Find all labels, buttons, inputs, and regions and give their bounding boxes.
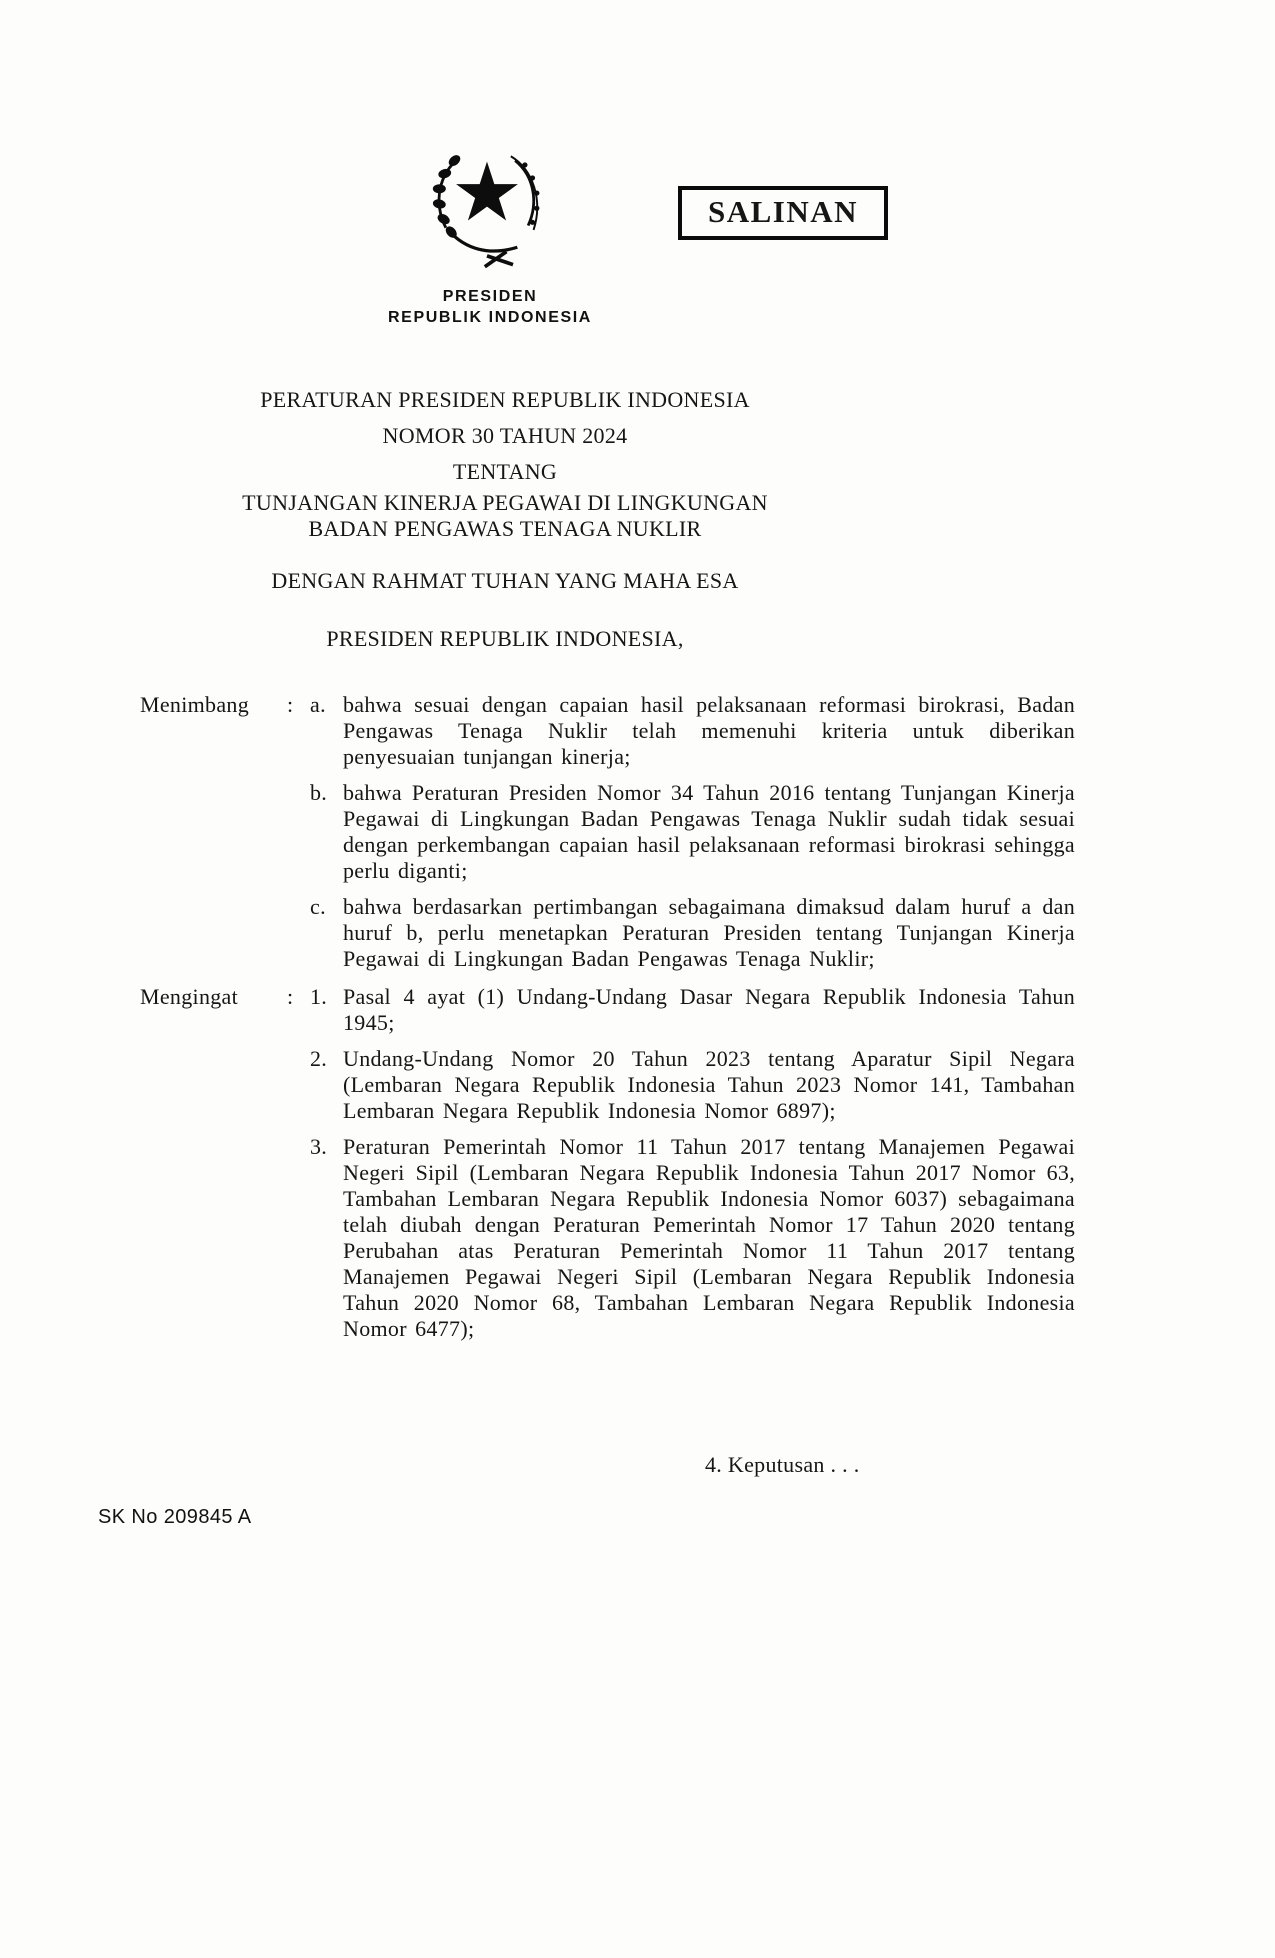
letterhead (340, 286, 640, 328)
subject-line-1: TUNJANGAN KINERJA PEGAWAI DI LINGKUNGAN (242, 490, 768, 515)
authority-line: PRESIDEN REPUBLIK INDONESIA, (326, 626, 684, 651)
mengingat-item-1 (310, 984, 1075, 1036)
item-marker: 3. (310, 1134, 328, 1159)
sk-control-number: SK No 209845 A (98, 1506, 252, 1528)
menimbang-colon: : (287, 692, 294, 717)
title-block (105, 382, 905, 654)
tentang-label: TENTANG (452, 459, 558, 484)
subject-line-2: BADAN PENGAWAS TENAGA NUKLIR (308, 516, 702, 541)
menimbang-items (310, 692, 1075, 972)
item-text: bahwa berdasarkan pertimbangan sebagaimana dimaksud dalam huruf a dan huruf b, perlu menetapkan Peraturan Presiden tentang Tunjangan Kinerja Pegawai di Lingkungan Badan Pengawas Tenaga Nuklir; (343, 894, 1075, 971)
item-text: Peraturan Pemerintah Nomor 11 Tahun 2017 tentang Manajemen Pegawai Negeri Sipil (Lembaran Negara Republik Indonesia Tahun 2017 Nomor 63, Tambahan Lembaran Negara Republik Indonesia Nomor 6037) sebagaimana telah diubah dengan Peraturan Pemerintah Nomor 17 Tahun 2020 tentang Perubahan atas Peraturan Pemerintah Nomor 11 Tahun 2017 tentang Manajemen Pegawai Negeri Sipil (Lembaran Negara Republik Indonesia Tahun 2020 Nomor 68, Tambahan Lembaran Negara Republik Indonesia Nomor 6477); (343, 1134, 1075, 1341)
item-text: Undang-Undang Nomor 20 Tahun 2023 tentang Aparatur Sipil Negara (Lembaran Negara Republik Indonesia Tahun 2023 Nomor 141, Tambahan Lembaran Negara Republik Indonesia Nomor 6897); (343, 1046, 1075, 1123)
catchword-keputusan: 4. Keputusan . . . (705, 1452, 860, 1477)
letterhead-republik-indonesia: REPUBLIK INDONESIA (388, 309, 592, 326)
item-text: bahwa Peraturan Presiden Nomor 34 Tahun 2016 tentang Tunjangan Kinerja Pegawai di Lingkungan Badan Pengawas Tenaga Nuklir sudah tidak sesuai dengan perkembangan capaian hasil pelaksanaan reformasi birokrasi sehingga perlu diganti; (343, 780, 1075, 883)
mengingat-colon: : (287, 984, 294, 1009)
salinan-stamp (678, 186, 888, 240)
mengingat-section (140, 984, 1075, 1342)
item-marker: a. (310, 692, 326, 717)
menimbang-label: Menimbang (140, 692, 250, 717)
invocation-line: DENGAN RAHMAT TUHAN YANG MAHA ESA (271, 568, 739, 593)
regulation-number: NOMOR 30 TAHUN 2024 (382, 423, 628, 448)
mengingat-item-2 (310, 1046, 1075, 1124)
menimbang-item-c (310, 894, 1075, 972)
menimbang-item-b (310, 780, 1075, 884)
item-marker: b. (310, 780, 328, 805)
mengingat-items (310, 984, 1075, 1342)
presidential-emblem-icon (422, 130, 552, 280)
item-marker: 1. (310, 984, 328, 1009)
clauses (140, 692, 1075, 1342)
salinan-stamp-label: SALINAN (708, 194, 859, 229)
menimbang-item-a (310, 692, 1075, 770)
mengingat-label: Mengingat (140, 984, 239, 1009)
item-text: Pasal 4 ayat (1) Undang-Undang Dasar Negara Republik Indonesia Tahun 1945; (343, 984, 1075, 1035)
item-marker: 2. (310, 1046, 328, 1071)
regulation-title: PERATURAN PRESIDEN REPUBLIK INDONESIA (260, 387, 750, 412)
letterhead-presiden: PRESIDEN (442, 288, 538, 305)
item-text: bahwa sesuai dengan capaian hasil pelaksanaan reformasi birokrasi, Badan Pengawas Tenaga Nuklir telah memenuhi kriteria untuk diberikan penyesuaian tunjangan kinerja; (343, 692, 1075, 769)
item-marker: c. (310, 894, 326, 919)
menimbang-section (140, 692, 1075, 972)
mengingat-item-3 (310, 1134, 1075, 1342)
